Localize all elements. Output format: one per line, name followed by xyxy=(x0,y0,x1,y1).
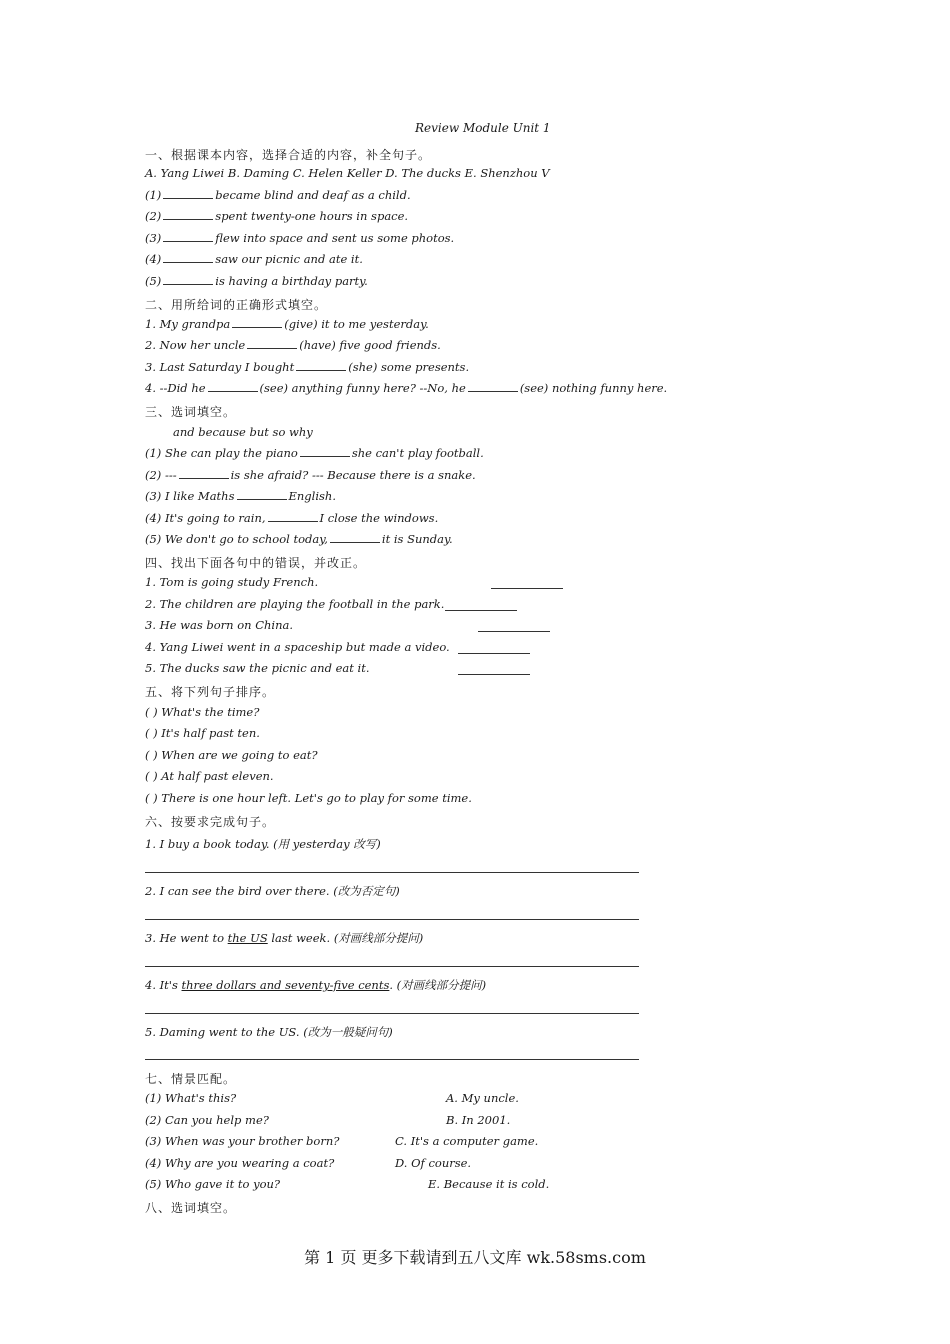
s2-item-text: (see) nothing funny here. xyxy=(519,381,668,395)
answer-blank[interactable] xyxy=(330,532,380,543)
s7-question: (5) Who gave it to you? xyxy=(145,1177,281,1191)
s7-answer: C. It's a computer game. xyxy=(395,1134,539,1148)
s1-item xyxy=(145,188,411,202)
s5-item: ( ) What's the time? xyxy=(145,705,260,719)
s1-item-num: (5) xyxy=(145,274,162,288)
s7-answer: B. In 2001. xyxy=(446,1113,511,1127)
s1-item-num: (2) xyxy=(145,209,162,223)
s5-item: ( ) When are we going to eat? xyxy=(145,748,318,762)
s7-question: (2) Can you help me? xyxy=(145,1113,269,1127)
section-6-heading: 六、按要求完成句子。 xyxy=(145,815,276,829)
s3-item xyxy=(145,532,453,546)
s5-item: ( ) At half past eleven. xyxy=(145,769,274,783)
answer-line[interactable] xyxy=(145,965,639,967)
answer-blank[interactable] xyxy=(163,231,213,242)
s6-text: 3. He went to xyxy=(145,931,228,945)
s3-item-text: is she afraid? --- Because there is a snake. xyxy=(230,468,476,482)
section-1-heading: 一、根据课本内容，选择合适的内容，补全句子。 xyxy=(145,148,432,162)
s4-item: 1. Tom is going study French. xyxy=(145,575,319,589)
s3-item-text: it is Sunday. xyxy=(381,532,453,546)
answer-blank[interactable] xyxy=(300,446,350,457)
s2-item-text: (see) anything funny here? --No, he xyxy=(259,381,466,395)
page-footer: 第 1 页 更多下载请到五八文库 wk.58sms.com xyxy=(304,1248,646,1267)
s4-item: 2. The children are playing the football in the park. xyxy=(145,597,445,611)
s1-item-text: became blind and deaf as a child. xyxy=(215,188,411,202)
s2-item-text: (give) it to me yesterday. xyxy=(284,317,429,331)
s6-question xyxy=(145,930,423,946)
s2-item-text: 3. Last Saturday I bought xyxy=(145,360,295,374)
answer-line[interactable] xyxy=(145,918,639,920)
s7-answer: E. Because it is cold. xyxy=(428,1177,550,1191)
answer-blank[interactable] xyxy=(163,252,213,263)
section-5-heading: 五、将下列句子排序。 xyxy=(145,685,276,699)
s3-item xyxy=(145,489,336,503)
s7-question: (1) What's this? xyxy=(145,1091,237,1105)
s7-question: (4) Why are you wearing a coat? xyxy=(145,1156,335,1170)
s3-item xyxy=(145,446,484,460)
s1-item-text: saw our picnic and ate it. xyxy=(215,252,363,266)
underlined-phrase: the US xyxy=(227,931,268,945)
s7-answer: A. My uncle. xyxy=(446,1091,519,1105)
answer-line[interactable] xyxy=(145,1012,639,1014)
s2-item-text: (have) five good friends. xyxy=(299,338,441,352)
answer-blank[interactable] xyxy=(179,468,229,479)
answer-blank[interactable] xyxy=(232,317,282,328)
s4-item: 4. Yang Liwei went in a spaceship but made a video. xyxy=(145,640,450,654)
s3-item-text: (1) She can play the piano xyxy=(145,446,298,460)
answer-blank[interactable] xyxy=(468,381,518,392)
correction-blank[interactable] xyxy=(445,609,517,611)
s3-item-text: (3) I like Maths xyxy=(145,489,235,503)
s6-text: last week. (对画线部分提问) xyxy=(267,931,424,945)
correction-blank[interactable] xyxy=(458,673,530,675)
s6-text: . (对画线部分提问) xyxy=(389,978,487,992)
s5-item: ( ) It's half past ten. xyxy=(145,726,260,740)
s1-item xyxy=(145,231,454,245)
s1-item-text: spent twenty-one hours in space. xyxy=(215,209,409,223)
s1-item-text: flew into space and sent us some photos. xyxy=(215,231,455,245)
section-7-heading: 七、情景匹配。 xyxy=(145,1072,237,1086)
s1-item xyxy=(145,209,408,223)
s3-item-text: I close the windows. xyxy=(319,511,439,525)
correction-blank[interactable] xyxy=(458,652,530,654)
s1-item-text: is having a birthday party. xyxy=(215,274,368,288)
word-bank: and because but so why xyxy=(173,425,313,439)
answer-blank[interactable] xyxy=(296,360,346,371)
answer-blank[interactable] xyxy=(163,188,213,199)
section-2-heading: 二、用所给词的正确形式填空。 xyxy=(145,298,328,312)
s2-item xyxy=(145,381,667,395)
section-3-heading: 三、选词填空。 xyxy=(145,405,237,419)
s5-item: ( ) There is one hour left. Let's go to play for some time. xyxy=(145,791,472,805)
s2-item xyxy=(145,360,469,374)
s3-item-text: she can't play football. xyxy=(351,446,484,460)
s1-item xyxy=(145,274,368,288)
s2-item-text: (she) some presents. xyxy=(348,360,470,374)
underlined-phrase: three dollars and seventy-five cents xyxy=(181,978,390,992)
s4-item: 3. He was born on China. xyxy=(145,618,294,632)
answer-blank[interactable] xyxy=(247,338,297,349)
answer-blank[interactable] xyxy=(237,489,287,500)
s6-question: 5. Daming went to the US. (改为一般疑问句) xyxy=(145,1025,393,1039)
s3-item-text: English. xyxy=(288,489,336,503)
correction-blank[interactable] xyxy=(478,630,550,632)
s3-item-text: (2) --- xyxy=(145,468,177,482)
page-title: Review Module Unit 1 xyxy=(415,121,551,135)
s6-question: 1. I buy a book today. (用 yesterday 改写) xyxy=(145,837,381,851)
s2-item-text: 2. Now her uncle xyxy=(145,338,246,352)
s1-item-num: (3) xyxy=(145,231,162,245)
s1-item-num: (1) xyxy=(145,188,162,202)
answer-blank[interactable] xyxy=(268,511,318,522)
s1-item xyxy=(145,252,363,266)
s6-text: 4. It's xyxy=(145,978,182,992)
s3-item-text: (4) It's going to rain, xyxy=(145,511,266,525)
s7-answer: D. Of course. xyxy=(395,1156,472,1170)
s6-question: 2. I can see the bird over there. (改为否定句) xyxy=(145,884,400,898)
section-8-heading: 八、选词填空。 xyxy=(145,1201,237,1215)
s2-item xyxy=(145,317,429,331)
answer-line[interactable] xyxy=(145,871,639,873)
answer-blank[interactable] xyxy=(163,209,213,220)
s3-item xyxy=(145,468,476,482)
s4-item: 5. The ducks saw the picnic and eat it. xyxy=(145,661,370,675)
answer-blank[interactable] xyxy=(163,274,213,285)
s2-item xyxy=(145,338,441,352)
s3-item-text: (5) We don't go to school today, xyxy=(145,532,328,546)
s2-item-text: 4. --Did he xyxy=(145,381,206,395)
s6-question xyxy=(145,977,486,993)
answer-blank[interactable] xyxy=(208,381,258,392)
s2-item-text: 1. My grandpa xyxy=(145,317,231,331)
s3-item xyxy=(145,511,438,525)
correction-blank[interactable] xyxy=(491,587,563,589)
section-4-heading: 四、找出下面各句中的错误，并改正。 xyxy=(145,556,367,570)
s1-item-num: (4) xyxy=(145,252,162,266)
s7-question: (3) When was your brother born? xyxy=(145,1134,340,1148)
section-1-options: A. Yang Liwei B. Daming C. Helen Keller D. The ducks E. Shenzhou V xyxy=(145,166,550,180)
answer-line[interactable] xyxy=(145,1058,639,1060)
